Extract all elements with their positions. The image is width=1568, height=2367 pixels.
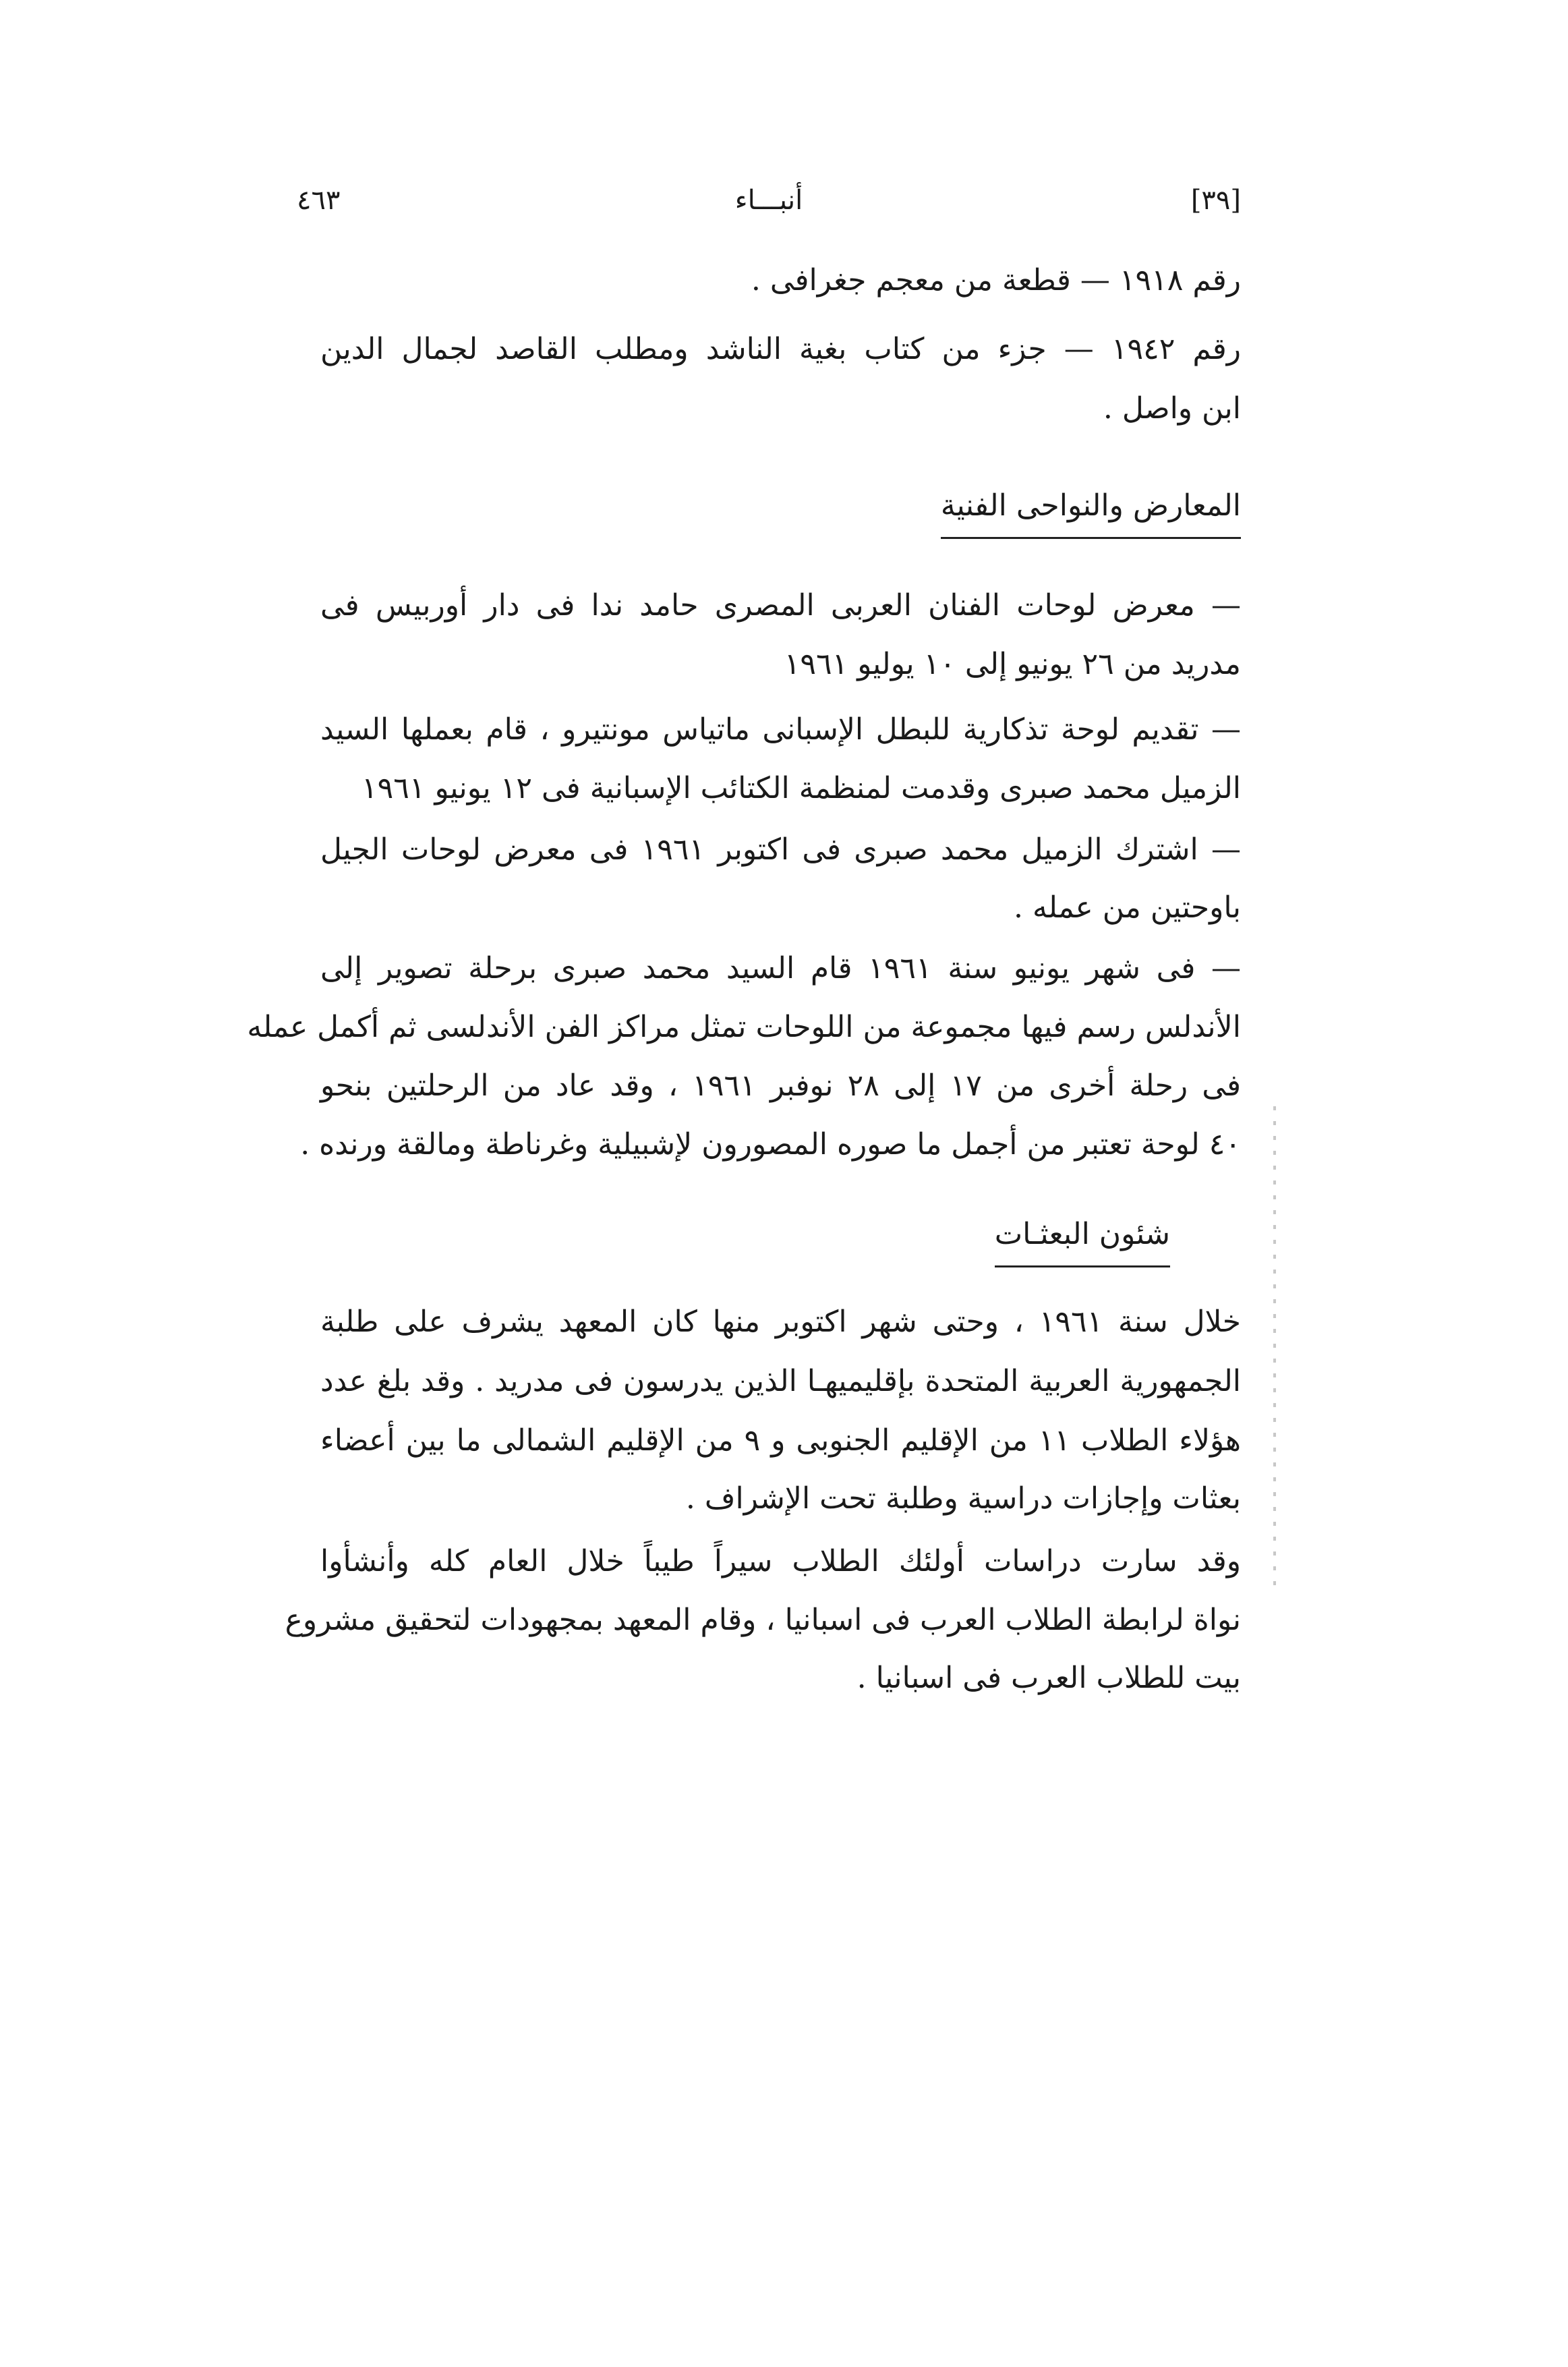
arts-item-1-line-2: مدريد من ٢٦ يونيو إلى ١٠ يوليو ١٩٦١	[784, 647, 1241, 681]
manuscript-entry-1942: رقم ١٩٤٢ — جزء من كتاب بغية الناشد ومطلب القاصد لجمال الدين	[320, 332, 1241, 366]
missions-paragraph-1-line-1: خلال سنة ١٩٦١ ، وحتى شهر اكتوبر منها كان المعهد يشرف على طلبة	[320, 1305, 1241, 1339]
missions-paragraph-2-line-2: نواة لرابطة الطلاب العرب فى اسبانيا ، وقام المعهد بمجهودات لتحقيق مشروع	[285, 1603, 1241, 1637]
arts-item-3-line-1: — اشترك الزميل محمد صبرى فى اكتوبر ١٩٦١ فى معرض لوحات الجيل	[320, 832, 1241, 867]
page-header	[297, 177, 1241, 224]
arts-item-4-line-2: الأندلس رسم فيها مجموعة من اللوحات تمثل مراكز الفن الأندلسى ثم أكمل عمله	[247, 1010, 1241, 1044]
arts-item-4-line-4: ٤٠ لوحة تعتبر من أجمل ما صوره المصورون لإشبيلية وغرناطة ومالقة ورنده .	[300, 1127, 1241, 1162]
manuscript-entry-1918: رقم ١٩١٨ — قطعة من معجم جغرافى .	[751, 263, 1241, 297]
arts-item-1-line-1: — معرض لوحات الفنان العربى المصرى حامد ندا فى دار أوربيس فى	[320, 588, 1241, 623]
arts-item-2-line-1: — تقديم لوحة تذكارية للبطل الإسبانى ماتياس مونتيرو ، قام بعملها السيد	[320, 712, 1241, 747]
scan-binding-specks	[1273, 1106, 1276, 1592]
arts-item-4-line-1: — فى شهر يونيو سنة ١٩٦١ قام السيد محمد صبرى برحلة تصوير إلى	[320, 951, 1242, 986]
missions-paragraph-2-line-3: بيت للطلاب العرب فى اسبانيا .	[856, 1661, 1241, 1695]
missions-paragraph-1-line-2: الجمهورية العربية المتحدة بإقليميهـا الذين يدرسون فى مدريد . وقد بلغ عدد	[320, 1364, 1241, 1398]
running-title: أنبـــاء	[734, 185, 803, 216]
section-heading-arts: المعارض والنواحى الفنية	[941, 480, 1241, 539]
page-number: ٤٦٣	[297, 185, 341, 216]
arts-item-3-line-2: باوحتين من عمله .	[1013, 890, 1241, 925]
arts-item-2-line-2: الزميل محمد صبرى وقدمت لمنظمة الكتائب الإسبانية فى ١٢ يونيو ١٩٦١	[361, 771, 1241, 805]
arts-item-4-line-3: فى رحلة أخرى من ١٧ إلى ٢٨ نوفبر ١٩٦١ ، وقد عاد من الرحلتين بنحو	[320, 1068, 1241, 1103]
section-heading-missions: شئون البعثـات	[995, 1209, 1170, 1267]
missions-paragraph-1-line-4: بعثات وإجازات دراسية وطلبة تحت الإشراف .	[685, 1481, 1241, 1516]
manuscript-entry-1942-continued: ابن واصل .	[1103, 391, 1241, 426]
missions-paragraph-1-line-3: هؤلاء الطلاب ١١ من الإقليم الجنوبى و ٩ من الإقليم الشمالى ما بين أعضاء	[320, 1423, 1241, 1458]
issue-marker: [٣٩]	[1190, 185, 1241, 216]
missions-paragraph-2-line-1: وقد سارت دراسات أولئك الطلاب سيراً طيباً خلال العام كله وأنشأوا	[320, 1544, 1241, 1578]
